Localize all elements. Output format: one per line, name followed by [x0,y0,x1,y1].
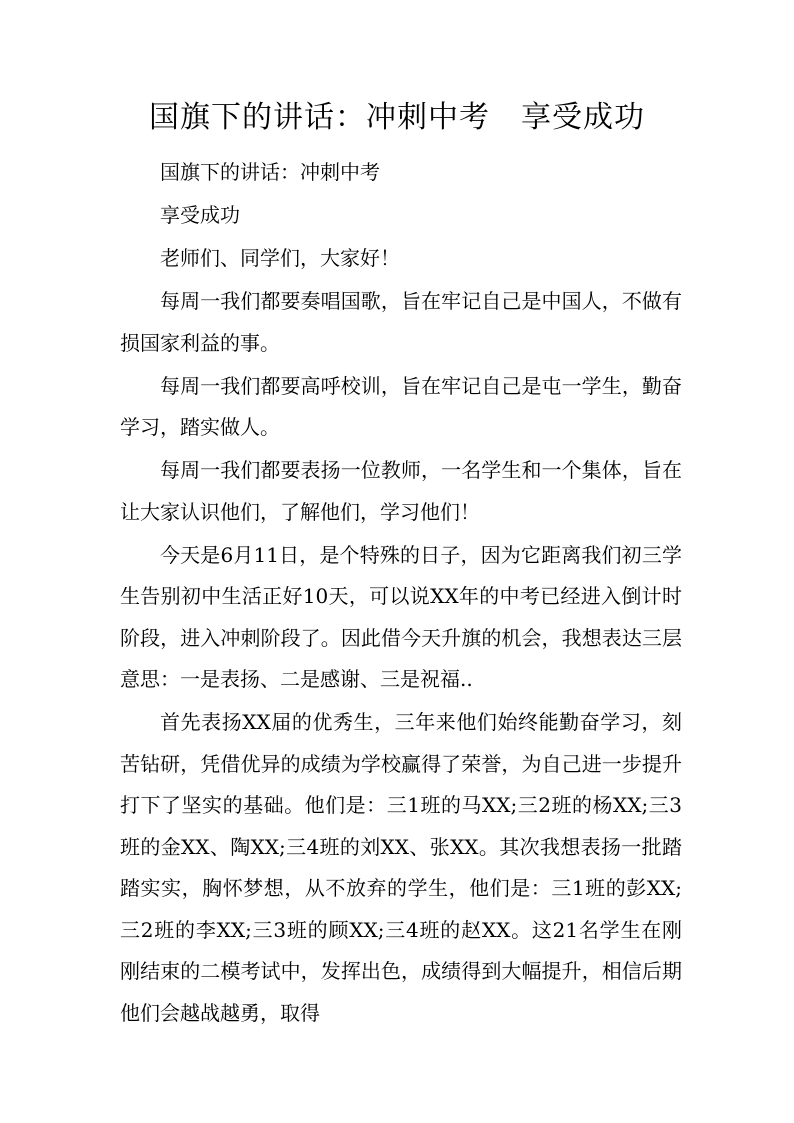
document-body [120,152,682,1036]
paragraph-subtitle-2: 享受成功 [160,203,240,227]
paragraph-praise-routine: 每周一我们都要表扬一位教师，一名学生和一个集体，旨在让大家认识他们，了解他们，学习他们！ [120,458,682,524]
paragraph-greeting: 老师们、同学们，大家好！ [160,246,400,270]
paragraph-countdown: 今天是6月11日，是个特殊的日子，因为它距离我们初三学生告别初中生活正好10天，可以说XX年的中考已经进入倒计时阶段，进入冲刺阶段了。因此借今天升旗的机会，我想表达三层意思：一是表扬、二是感谢、三是祝福.. [120,542,682,691]
paragraph-motto: 每周一我们都要高呼校训，旨在牢记自己是屯一学生，勤奋学习，踏实做人。 [120,373,682,439]
paragraph-anthem: 每周一我们都要奏唱国歌，旨在牢记自己是中国人，不做有损国家利益的事。 [120,289,682,355]
paragraph-subtitle-1: 国旗下的讲话：冲刺中考 [160,160,380,184]
document-title: 国旗下的讲话：冲刺中考 享受成功 [149,100,645,135]
paragraph-commendation: 首先表扬XX届的优秀生，三年来他们始终能勤奋学习，刻苦钻研，凭借优异的成绩为学校赢得了荣誉，为自己进一步提升打下了坚实的基础。他们是：三1班的马XX;三2班的杨XX;三3班的金XX、陶XX;三4班的刘XX、张XX。其次我想表扬一批踏踏实实，胸怀梦想，从不放弃的学生，他们是：三1班的彭XX;三2班的李XX;三3班的顾XX;三4班的赵XX。这21名学生在刚刚结束的二模考试中，发挥出色，成绩得到大幅提升，相信后期他们会越战越勇，取得 [120,710,682,1025]
